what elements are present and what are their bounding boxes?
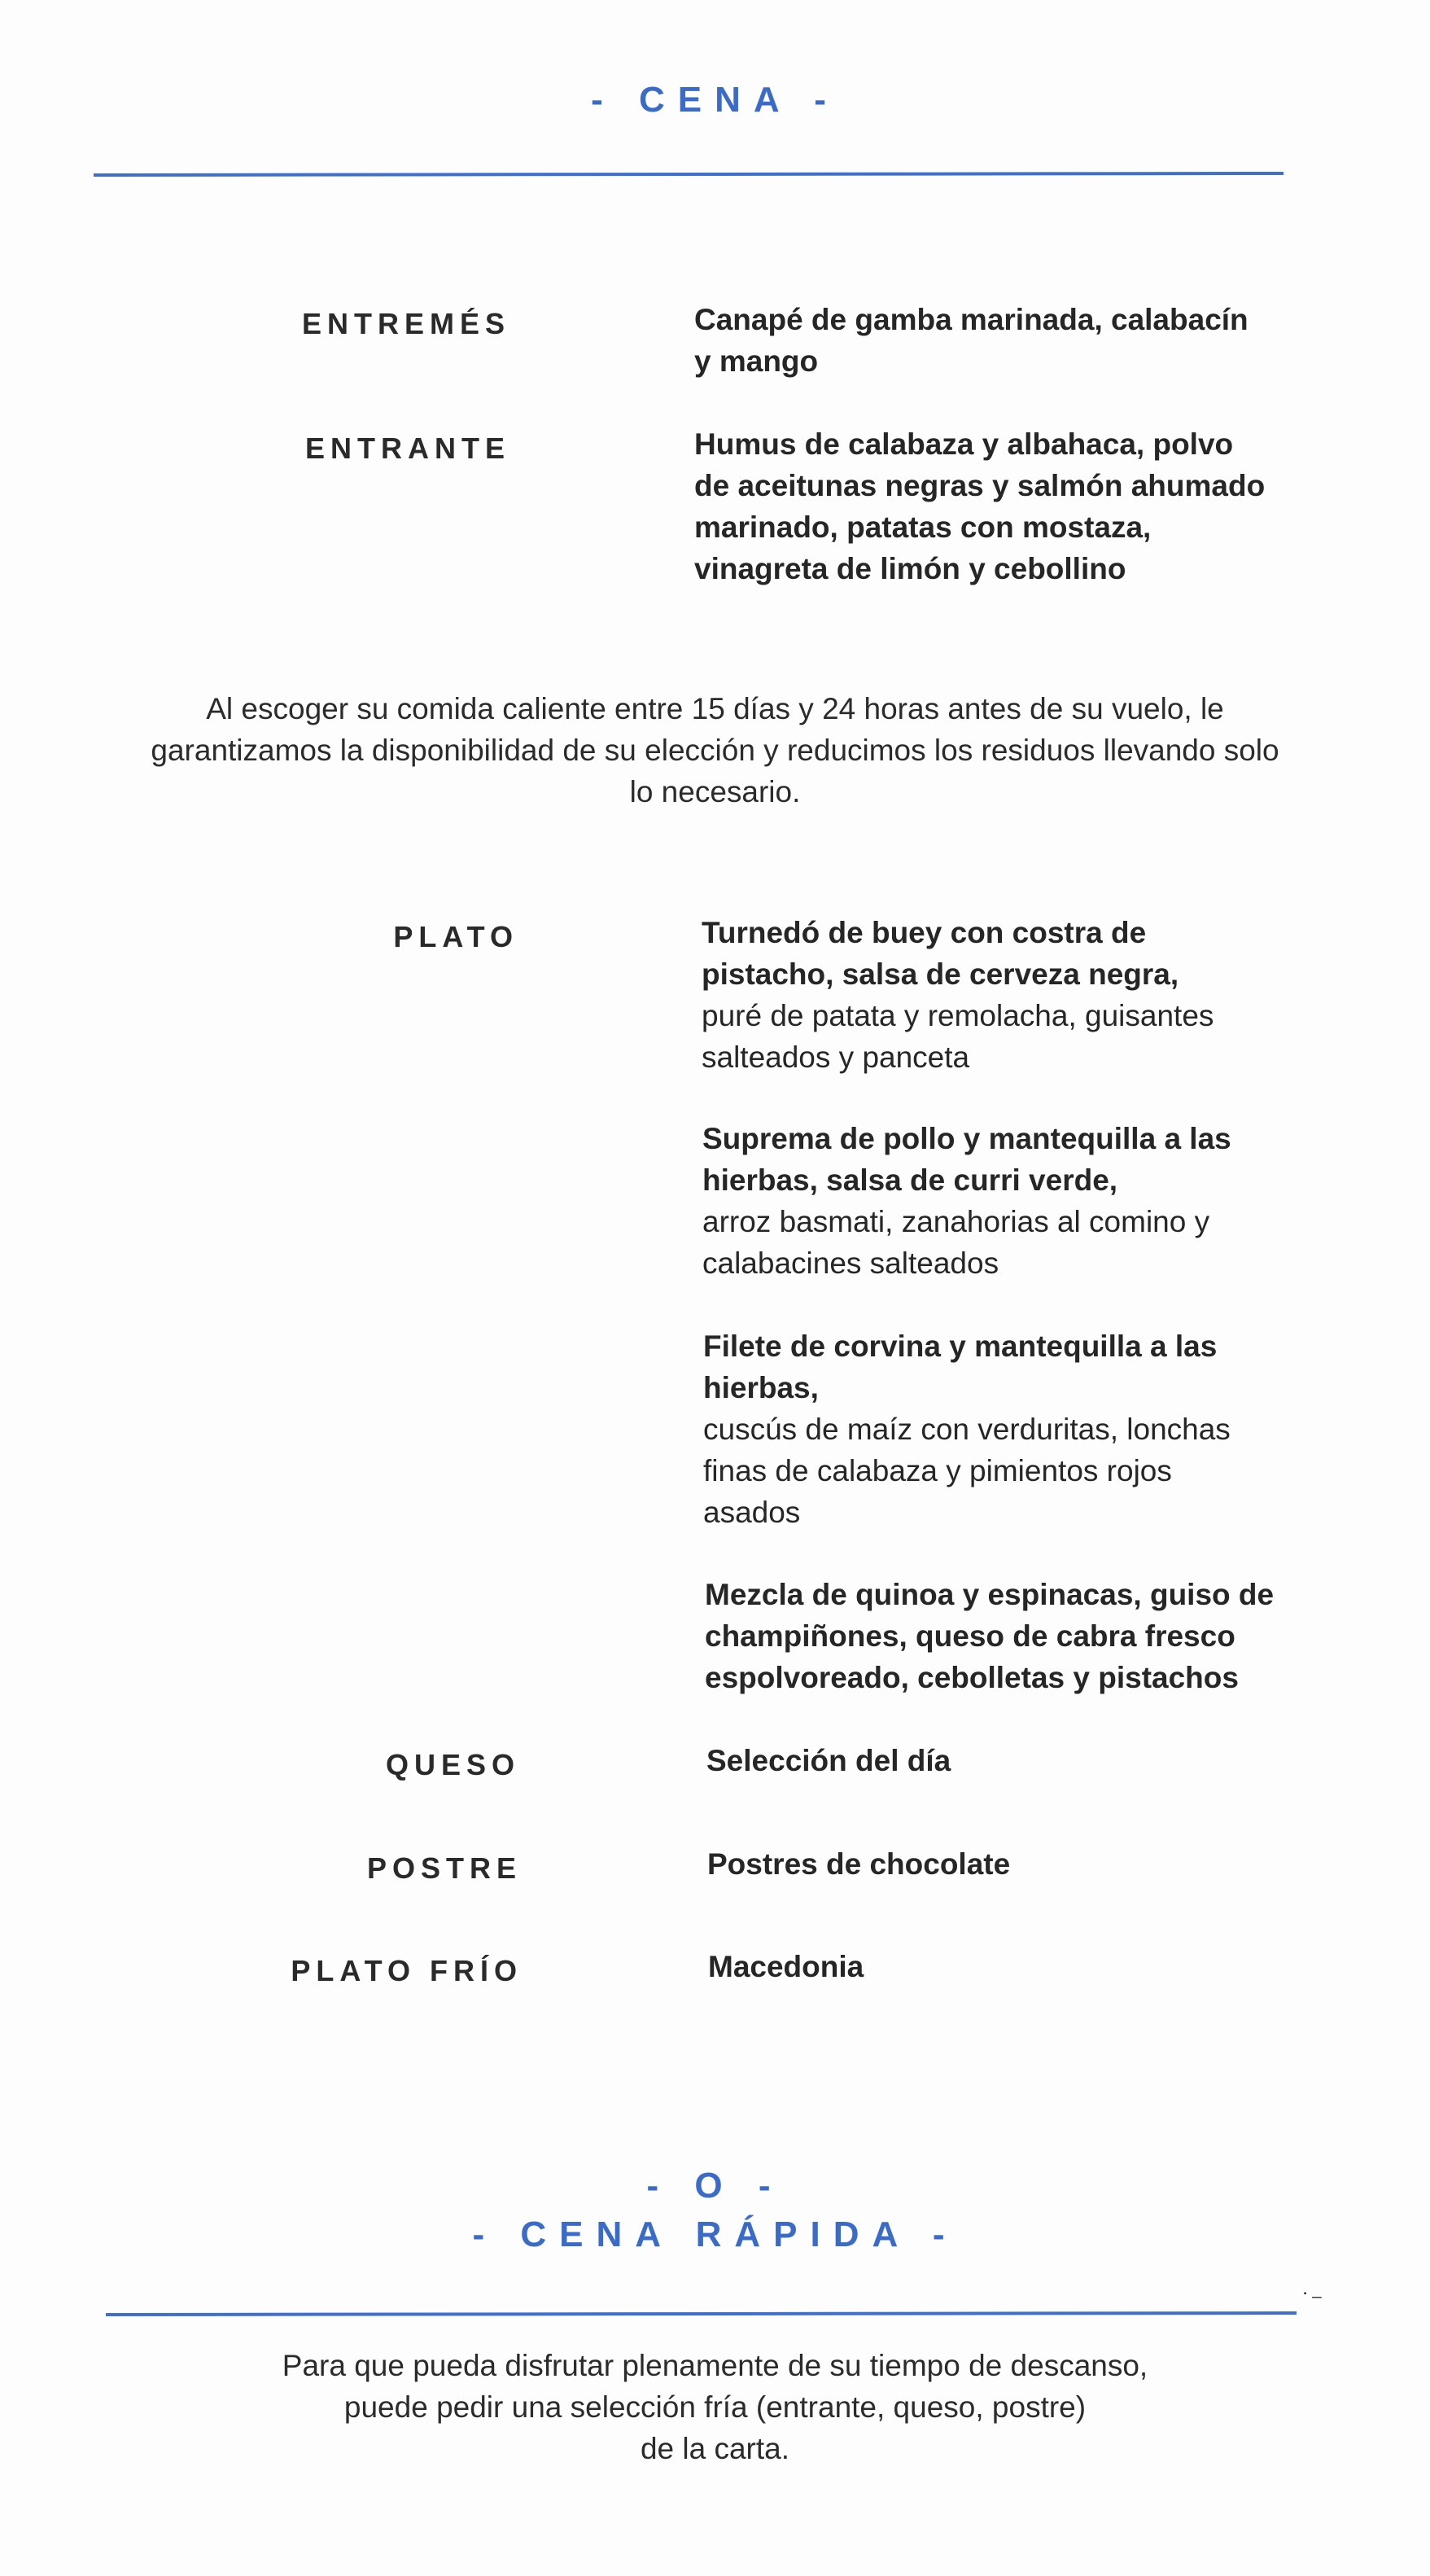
title-divider xyxy=(94,172,1284,177)
dinner-title: - CENA - xyxy=(591,80,839,120)
quick-dinner-note xyxy=(130,2345,1300,2469)
entrante-line-1: Humus de calabaza y albahaca, polvo xyxy=(694,427,1234,461)
quick-dinner-divider xyxy=(106,2311,1297,2316)
plato-frio-dish xyxy=(708,1946,1327,1987)
or-divider: - O - xyxy=(646,2166,784,2206)
beef-title-line-1: Turnedó de buey con costra de xyxy=(702,916,1147,949)
quick-note-line-1: Para que pueda disfrutar plenamente de su tiempo de descanso, xyxy=(282,2349,1148,2382)
preorder-note xyxy=(49,688,1381,813)
entrante-line-4: vinagreta de limón y cebollino xyxy=(694,552,1126,585)
chicken-title-line-2: hierbas, salsa de curri verde, xyxy=(702,1163,1118,1197)
plato-option-quinoa xyxy=(705,1574,1323,1698)
postre-label: POSTRE xyxy=(366,1851,522,1885)
quick-dinner-title: - CENA RÁPIDA - xyxy=(472,2215,958,2254)
entremes-dish xyxy=(694,299,1313,382)
beef-desc-line-1: puré de patata y remolacha, guisantes xyxy=(702,999,1214,1032)
plato-frio-text: Macedonia xyxy=(708,1950,864,1983)
entrante-label: ENTRANTE xyxy=(305,432,510,465)
beef-title-line-2: pistacho, salsa de cerveza negra, xyxy=(702,957,1179,991)
plato-frio-label: PLATO FRÍO xyxy=(291,1954,523,1987)
queso-text: Selección del día xyxy=(706,1744,951,1777)
preorder-note-line-1: Al escoger su comida caliente entre 15 días y 24 horas antes de su vuelo, le xyxy=(206,692,1224,725)
plato-option-beef xyxy=(702,912,1320,1078)
preorder-note-line-2: garantizamos la disponibilidad de su elección y reducimos los residuos llevando solo xyxy=(151,734,1279,767)
chicken-title-line-1: Suprema de pollo y mantequilla a las xyxy=(702,1122,1231,1155)
chicken-desc-line-2: calabacines salteados xyxy=(702,1246,999,1280)
scan-mark: ˙⁻ xyxy=(1302,2289,1323,2315)
chicken-desc-line-1: arroz basmati, zanahorias al comino y xyxy=(702,1205,1210,1238)
entrante-line-3: marinado, patatas con mostaza, xyxy=(694,510,1152,544)
quinoa-title-line-2: champiñones, queso de cabra fresco xyxy=(705,1619,1235,1653)
entrante-line-2: de aceitunas negras y salmón ahumado xyxy=(694,469,1266,502)
fish-desc-line-3: asados xyxy=(703,1496,801,1529)
beef-desc-line-2: salteados y panceta xyxy=(702,1040,970,1074)
queso-dish xyxy=(706,1740,1325,1781)
plato-label: PLATO xyxy=(393,920,518,953)
postre-dish xyxy=(707,1843,1326,1885)
quick-note-line-3: de la carta. xyxy=(640,2432,790,2465)
quinoa-title-line-3: espolvoreado, cebolletas y pistachos xyxy=(705,1661,1239,1694)
quick-note-line-2: puede pedir una selección fría (entrante, queso, postre) xyxy=(343,2390,1087,2424)
queso-label: QUESO xyxy=(385,1748,520,1781)
preorder-note-line-3: lo necesario. xyxy=(629,775,801,808)
fish-desc-line-1: cuscús de maíz con verduritas, lonchas xyxy=(703,1413,1231,1446)
fish-title-line-2: hierbas, xyxy=(703,1371,819,1404)
fish-title-line-1: Filete de corvina y mantequilla a las xyxy=(703,1330,1218,1363)
entremes-line-1: Canapé de gamba marinada, calabacín xyxy=(694,303,1249,336)
plato-option-chicken xyxy=(702,1118,1321,1284)
entremes-label: ENTREMÉS xyxy=(301,307,510,340)
entremes-line-2: y mango xyxy=(694,344,819,378)
quinoa-title-line-1: Mezcla de quinoa y espinacas, guiso de xyxy=(705,1578,1275,1611)
plato-option-fish xyxy=(703,1325,1322,1533)
entrante-dish xyxy=(694,423,1313,589)
postre-text: Postres de chocolate xyxy=(707,1847,1011,1881)
fish-desc-line-2: finas de calabaza y pimientos rojos xyxy=(703,1454,1172,1487)
